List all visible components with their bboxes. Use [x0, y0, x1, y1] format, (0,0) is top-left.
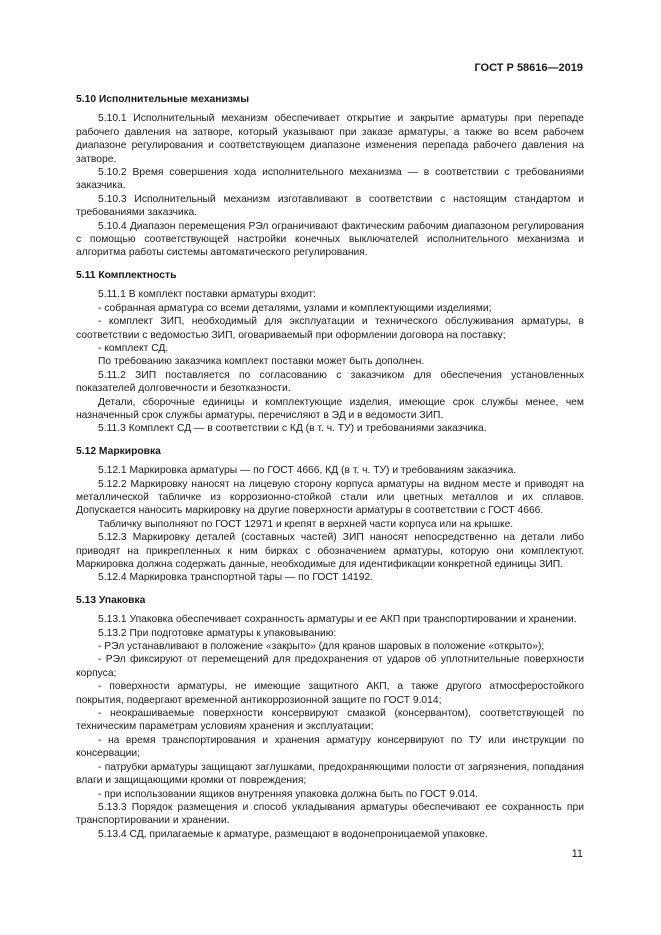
- section-heading-5-11: 5.11 Комплектность: [76, 269, 177, 281]
- paragraph: 5.13.2 При подготовке арматуры к упаковыванию:: [98, 627, 337, 639]
- document-body: [76, 93, 584, 841]
- page-number: 11: [571, 848, 583, 860]
- list-item: - собранная арматура со всеми деталями, узлами и комплектующими изделиями;: [98, 302, 492, 314]
- section-heading-5-13: 5.13 Упаковка: [76, 594, 146, 606]
- paragraph: 5.11.2 ЗИП поставляется по согласованию с заказчиком для обеспечения установленных показателей долговечности и безотказности.: [76, 369, 584, 395]
- paragraph: Табличку выполняют по ГОСТ 12971 и крепят в верхней части корпуса или на крышке.: [98, 518, 514, 530]
- paragraph: 5.13.4 СД, прилагаемые к арматуре, размещают в водонепроницаемой упаковке.: [98, 828, 488, 840]
- paragraph: Детали, сборочные единицы и комплектующие изделия, имеющие срок службы менее, чем назначенный срок службы арматуры, перечисляют в ЭД и в ведомости ЗИП.: [76, 396, 584, 421]
- section-heading-5-10: 5.10 Исполнительные механизмы: [76, 94, 250, 105]
- list-item: - патрубки арматуры защищают заглушками, предохраняющими полости от загрязнения, попадания влаги и защищающими кромки от повреждения;: [76, 761, 584, 787]
- list-item: - на время транспортирования и хранения арматуру консервируют по ТУ или инструкции по консервации;: [76, 734, 584, 760]
- list-item: - неокрашиваемые поверхности консервируют смазкой (консервантом), соответствующей по техническим параметрам условиям хранения и эксплуатации;: [76, 708, 584, 733]
- paragraph: 5.11.3 Комплект СД — в соответствии с КД (в т. ч. ТУ) и требованиями заказчика.: [98, 423, 487, 435]
- section-heading-5-12: 5.12 Маркировка: [76, 445, 161, 457]
- paragraph: 5.10.2 Время совершения хода исполнительного механизма — в соответствии с требованиями заказчика.: [76, 167, 584, 192]
- list-item: - РЭл фиксируют от перемещений для предохранения от ударов об уплотнительные поверхности корпуса;: [76, 654, 584, 679]
- paragraph: 5.12.4 Маркировка транспортной тары — по ГОСТ 14192.: [98, 572, 374, 584]
- paragraph: 5.10.4 Диапазон перемещения РЭл ограничивают фактическим рабочим диапазоном регулирования с помощью соответствующей настройки конечных выключателей исполнительного механизма и алгоритма работы системы автоматического регулирования.: [76, 220, 584, 259]
- list-item: - при использовании ящиков внутренняя упаковка должна быть по ГОСТ 9.014.: [98, 788, 478, 800]
- list-item: - РЭл устанавливают в положение «закрыто» (для кранов шаровых в положение «открыто»);: [98, 641, 545, 653]
- paragraph: 5.10.3 Исполнительный механизм изготавливают в соответствии с настоящим стандартом и требованиями заказчика.: [76, 193, 584, 219]
- list-item: - комплект ЗИП, необходимый для эксплуатации и технического обслуживания арматуры, в соответствии с ведомостью ЗИП, оговариваемый при оформлении договора на поставку;: [76, 316, 584, 341]
- paragraph: По требованию заказчика комплект поставки может быть дополнен.: [98, 356, 425, 368]
- paragraph: 5.12.3 Маркировку деталей (составных частей) ЗИП наносят непосредственно на детали либо приводят на прикрепленных к ним бирках с обозначением арматуры, которую они комплектуют. Маркировка должна содержать данные, необходимые для идентификации конкретной единицы ЗИП.: [76, 532, 584, 570]
- list-item: - комплект СД.: [98, 342, 169, 354]
- document-code: ГОСТ Р 58616—2019: [474, 62, 583, 74]
- list-item: - поверхности арматуры, не имеющие защитного АКП, а также другого атмосферостойкого покрытия, подвергают временной антикоррозионной защите по ГОСТ 9.014;: [76, 681, 584, 706]
- paragraph: 5.12.1 Маркировка арматуры — по ГОСТ 4666, КД (в т. ч. ТУ) и требованиям заказчика.: [98, 465, 517, 477]
- paragraph: 5.13.1 Упаковка обеспечивает сохранность арматуры и ее АКП при транспортировании и хранении.: [98, 614, 577, 626]
- paragraph: 5.13.3 Порядок размещения и способ укладывания арматуры обеспечивают ее сохранность при транспортировании и хранении.: [76, 801, 584, 827]
- paragraph: 5.12.2 Маркировку наносят на лицевую сторону корпуса арматуры на видном месте и приводят на металлической табличке из коррозионно-стойкой стали или цветных металлов и их сплавов. Допускается наносить маркировку на другие поверхности арматуры в соответствии с ГОСТ 4666.: [76, 478, 584, 517]
- paragraph: 5.11.1 В комплект поставки арматуры входит:: [98, 289, 316, 301]
- paragraph: 5.10.1 Исполнительный механизм обеспечивает открытие и закрытие арматуры при перепаде рабочего давления на затворе, который указывают при заказе арматуры, а также во всем рабочем диапазоне регулирования и соответствующем диапазоне изменения перепада рабочего давления на затворе.: [76, 113, 584, 165]
